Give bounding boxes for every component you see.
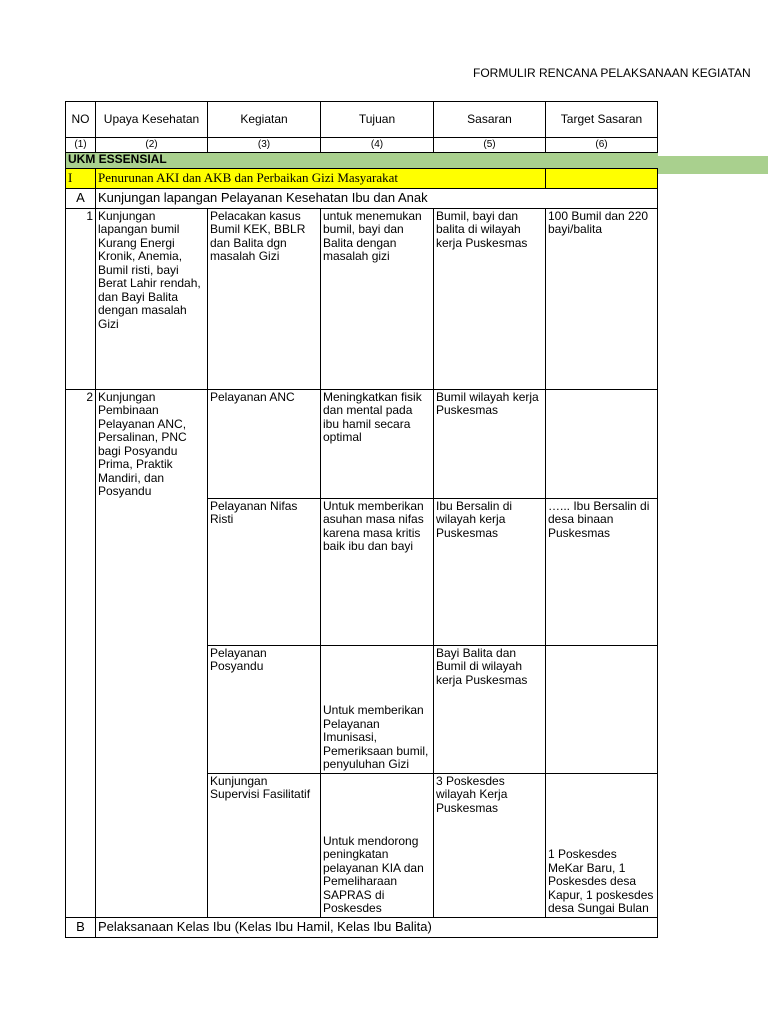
ukm-essensial-label: UKM ESSENSIAL — [66, 152, 658, 168]
section-b-label: Pelaksanaan Kelas Ibu (Kelas Ibu Hamil, Kelas Ibu Balita) — [96, 917, 546, 937]
sasaran-cell: Bumil, bayi dan balita di wilayah kerja Puskesmas — [434, 208, 546, 389]
target-cell: 100 Bumil dan 220 bayi/balita — [546, 208, 658, 389]
header-number: (3) — [208, 138, 321, 153]
ukm-fill-extension — [656, 156, 768, 174]
upaya-cell: Kunjungan lapangan bumil Kurang Energi Kronik, Anemia, Bumil risti, bayi Berat Lahir rendah, dan Bayi Balita dengan masalah Gizi — [96, 208, 208, 389]
kegiatan-cell: Pelayanan Nifas Risti — [208, 498, 321, 645]
sasaran-cell: 3 Poskesdes wilayah Kerja Puskesmas — [434, 773, 546, 917]
section-b-row — [66, 917, 658, 937]
kegiatan-cell: Kunjungan Supervisi Fasilitatif — [208, 773, 321, 917]
header-target: Target Sasaran — [546, 102, 658, 138]
header-sasaran: Sasaran — [434, 102, 546, 138]
tujuan-cell: Meningkatkan fisik dan mental pada ibu hamil secara optimal — [321, 389, 434, 498]
header-number: (2) — [96, 138, 208, 153]
form-title: FORMULIR RENCANA PELAKSANAAN KEGIATAN — [473, 66, 751, 80]
header-row — [66, 102, 658, 138]
table-row — [66, 389, 658, 498]
target-cell — [546, 645, 658, 773]
target-cell — [546, 389, 658, 498]
header-number-row — [66, 138, 658, 153]
kegiatan-cell: Pelayanan ANC — [208, 389, 321, 498]
section-i-blank — [546, 168, 658, 188]
tujuan-cell: Untuk memberikan Pelayanan Imunisasi, Pemeriksaan bumil, penyuluhan Gizi — [321, 645, 434, 773]
target-cell: …... Ibu Bersalin di desa binaan Puskesmas — [546, 498, 658, 645]
section-b-number: B — [66, 917, 96, 937]
target-cell: 1 Poskesdes MeKar Baru, 1 Poskesdes desa Kapur, 1 poskesdes desa Sungai Bulan — [546, 773, 658, 917]
header-upaya: Upaya Kesehatan — [96, 102, 208, 138]
header-number: (5) — [434, 138, 546, 153]
section-b-blank — [546, 917, 658, 937]
ukm-essensial-row — [66, 152, 658, 168]
activity-plan-table — [65, 101, 658, 938]
header-tujuan: Tujuan — [321, 102, 434, 138]
header-kegiatan: Kegiatan — [208, 102, 321, 138]
header-number: (4) — [321, 138, 434, 153]
kegiatan-cell: Pelacakan kasus Bumil KEK, BBLR dan Balita dgn masalah Gizi — [208, 208, 321, 389]
section-a-blank — [546, 188, 658, 208]
row-number: 2 — [66, 389, 96, 917]
section-a-row — [66, 188, 658, 208]
sasaran-cell: Ibu Bersalin di wilayah kerja Puskesmas — [434, 498, 546, 645]
sasaran-cell: Bayi Balita dan Bumil di wilayah kerja Puskesmas — [434, 645, 546, 773]
row-number: 1 — [66, 208, 96, 389]
table-row — [66, 208, 658, 389]
section-a-label: Kunjungan lapangan Pelayanan Kesehatan Ibu dan Anak — [96, 188, 546, 208]
tujuan-cell: Untuk mendorong peningkatan pelayanan KIA dan Pemeliharaan SAPRAS di Poskesdes — [321, 773, 434, 917]
tujuan-cell: untuk menemukan bumil, bayi dan Balita dengan masalah gizi — [321, 208, 434, 389]
kegiatan-cell: Pelayanan Posyandu — [208, 645, 321, 773]
sasaran-cell: Bumil wilayah kerja Puskesmas — [434, 389, 546, 498]
section-a-number: A — [66, 188, 96, 208]
upaya-cell: Kunjungan Pembinaan Pelayanan ANC, Persalinan, PNC bagi Posyandu Prima, Praktik Mandiri, dan Posyandu — [96, 389, 208, 917]
section-i-row — [66, 168, 658, 188]
header-no: NO — [66, 102, 96, 138]
section-i-number: I — [66, 168, 96, 188]
section-i-label: Penurunan AKI dan AKB dan Perbaikan Gizi Masyarakat — [96, 168, 546, 188]
header-number: (1) — [66, 138, 96, 153]
header-number: (6) — [546, 138, 658, 153]
tujuan-cell: Untuk memberikan asuhan masa nifas karena masa kritis baik ibu dan bayi — [321, 498, 434, 645]
